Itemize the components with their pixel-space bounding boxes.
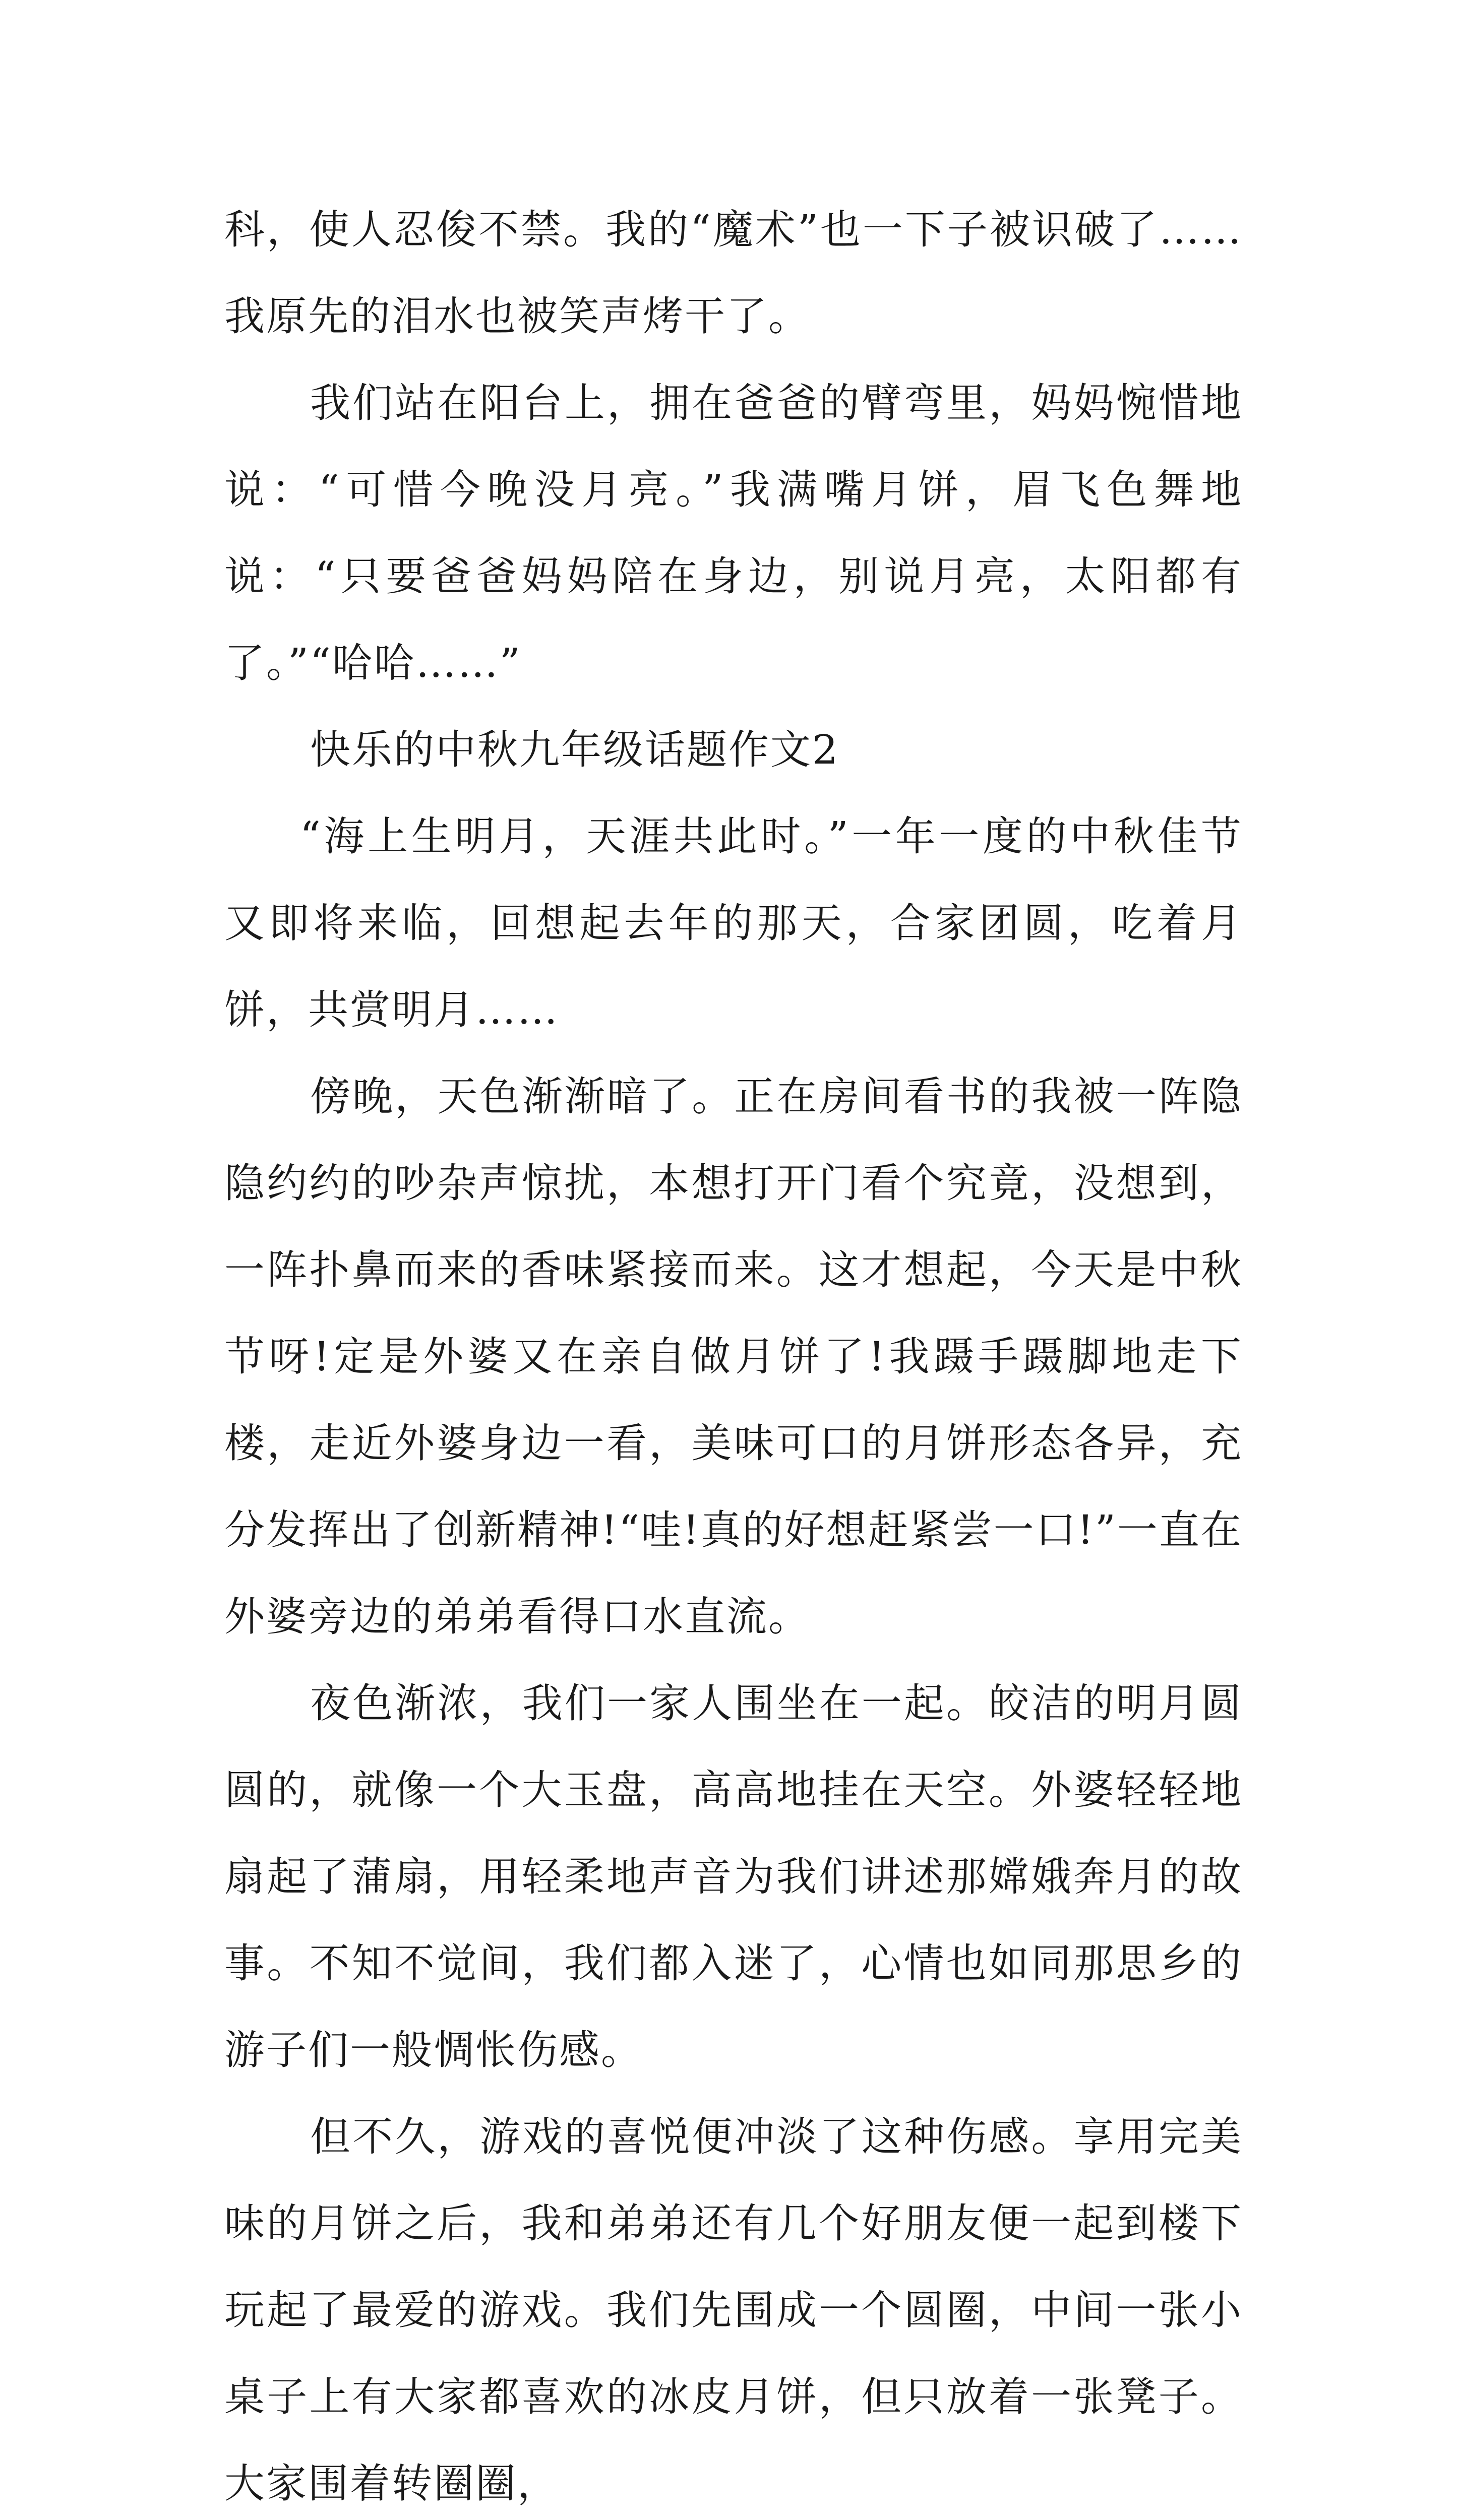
paragraph-evening: 傍晚，天色渐渐暗了。正在房间看书的我被一阵隐隐约约的吵杂声惊扰，本想打开门看个究竟，没想到，一阵扑鼻而来的香味紧接而来。这才想起，今天是中秋节呀!定是外婆又在亲自做月饼了!我蹑手蹑脚地走下楼，走近外婆身边一看，美味可口的月饼形态各异，充分发挥出了创新精神!“哇!真的好想赶紧尝一口!”一直在外婆旁边的弟弟看得口水直流。	[224, 1073, 1243, 1640]
paragraph-game: 但不久，游戏的喜悦便冲淡了这种伤感。享用完美味的月饼之后，我和弟弟还有几个好朋友便一起到楼下玩起了最爱的游戏。我们先围成一个圆圈，中间一张小桌子上有大家都喜欢的冰皮月饼，但只放着一张凳子。大家围着转圈圈，	[224, 2113, 1243, 2507]
paragraph-night-story: 夜色渐浓，我们一家人围坐在一起。皎洁的明月圆圆的，就像一个大玉盘，高高地挂在天空。外婆轻轻地扇起了蒲扇，用轻柔地声音为我们讲述那嫦娥奔月的故事。不知不觉间，我们都入迷了，心情也如同那思乡的游子们一般惆怅伤感。	[224, 1680, 1243, 2073]
essay-title: 快乐的中秋九年级话题作文2	[310, 726, 839, 773]
paragraph-balcony: 我们站在阳台上，拥在爸爸的臂弯里，妈妈惋惜地说：“可惜今晚没月亮。”我满嘴月饼，眉飞色舞地说：“只要爸爸妈妈陪在身边，别说月亮，太阳都有了。”“哈哈……”	[224, 380, 1243, 686]
paragraph-continuation: 科，使人忍俊不禁。我的“魔术”也一下子被识破了……我原先的泪水也被笑声烤干了。	[224, 206, 1243, 340]
essay-body	[224, 186, 1243, 2520]
paragraph-opening-quote: “海上生明月，天涯共此时。”一年一度的中秋佳节又即将来临，回想起去年的那天，合家团圆，吃着月饼，共赏明月……	[224, 813, 1243, 1033]
